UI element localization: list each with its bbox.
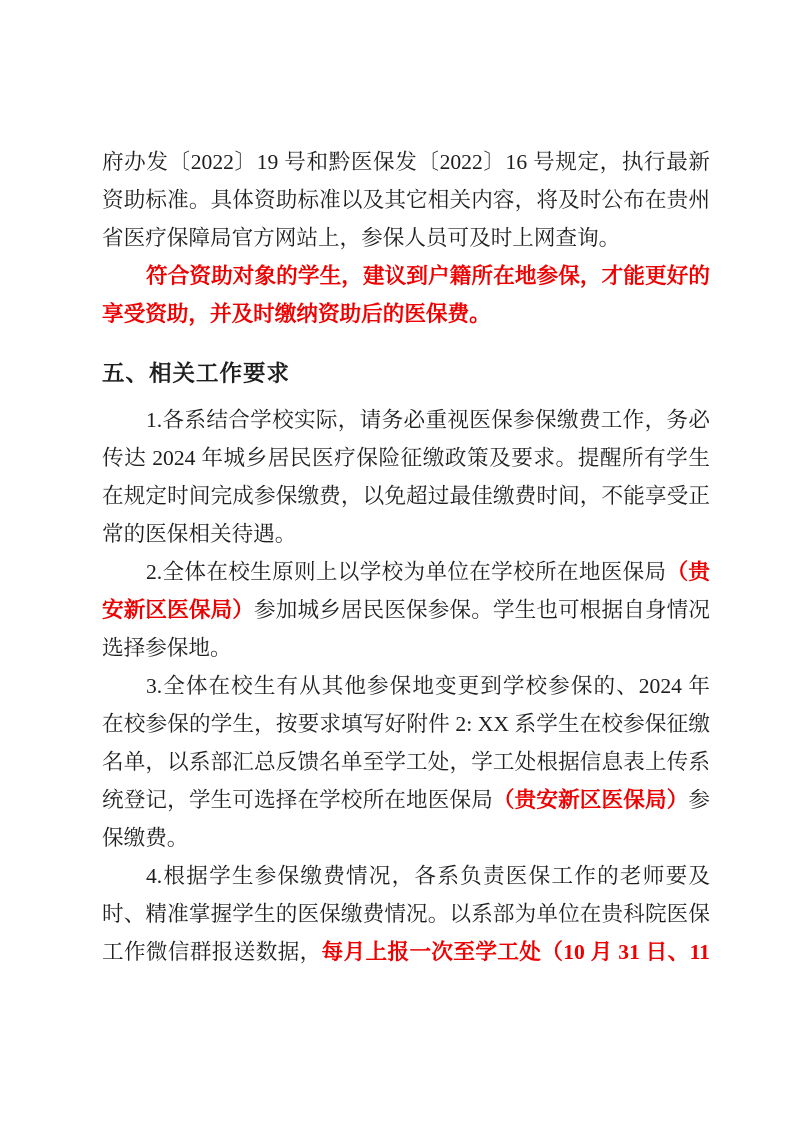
text-run: 选择参保地。 [102,636,232,660]
text-run: 4.根据学生参保缴费情况，各系负责医保工作的老师要及 [146,864,710,888]
text-line [102,257,710,295]
text-run: 名单，以系部汇总反馈名单至学工处，学工处根据信息表上传系 [102,750,710,774]
text-run: 资助标准。具体资助标准以及其它相关内容，将及时公布在贵州 [102,188,710,212]
text-run: 在校参保的学生，按要求填写好附件 2: XX 系学生在校参保征缴 [102,712,710,736]
text-line [102,219,710,257]
document-content [102,143,710,971]
paragraph [102,401,710,553]
text-run: 2.全体在校生原则上以学校为单位在学校所在地医保局 [146,560,667,584]
paragraph [102,553,710,667]
text-run: 符合资助对象的学生，建议到户籍所在地参保，才能更好的 [146,264,710,288]
text-line [102,933,710,971]
text-line [102,629,710,667]
text-line [102,743,710,781]
text-run: 每月上报一次至学工处（10 月 31 日、11 [321,940,710,964]
text-run: 时、精准掌握学生的医保缴费情况。以系部为单位在贵科院医保 [102,902,710,926]
section-heading: 五、相关工作要求 [102,361,291,386]
text-line [102,705,710,743]
text-run: 常的医保相关待遇。 [102,522,297,546]
text-line [102,439,710,477]
text-run: （贵 [666,560,710,584]
text-line [102,895,710,933]
paragraph [102,857,710,971]
paragraph [102,257,710,333]
text-run: 在规定时间完成参保缴费，以免超过最佳缴费时间，不能享受正 [102,484,710,508]
text-run: 参 [688,788,710,812]
text-run: 传达 2024 年城乡居民医疗保险征缴政策及要求。提醒所有学生 [102,446,710,470]
text-run: 安新区医保局） [102,598,255,622]
text-line [102,295,710,333]
text-run: 工作微信群报送数据， [102,940,322,964]
text-line [102,515,710,553]
text-run: 参加城乡居民医保参保。学生也可根据自身情况 [254,598,710,622]
text-line [102,401,710,439]
text-run: 享受资助，并及时缴纳资助后的医保费。 [102,302,491,326]
paragraph [102,143,710,257]
text-line [102,553,710,591]
text-run: 保缴费。 [102,826,189,850]
text-run: 1.各系结合学校实际，请务必重视医保参保缴费工作，务必 [146,408,710,432]
text-run: 府办发〔2022〕19 号和黔医保发〔2022〕16 号规定，执行最新 [102,150,710,174]
text-line [102,819,710,857]
text-line [102,781,710,819]
text-line [102,181,710,219]
text-line [102,477,710,515]
text-line [102,667,710,705]
text-line [102,143,710,181]
text-run: 3.全体在校生有从其他参保地变更到学校参保的、2024 年 [146,674,710,698]
paragraph [102,667,710,857]
text-run: 统登记，学生可选择在学校所在地医保局 [102,788,493,812]
text-run: 省医疗保障局官方网站上，参保人员可及时上网查询。 [102,226,621,250]
text-run: （贵安新区医保局） [492,788,689,812]
text-line [102,591,710,629]
text-line [102,857,710,895]
